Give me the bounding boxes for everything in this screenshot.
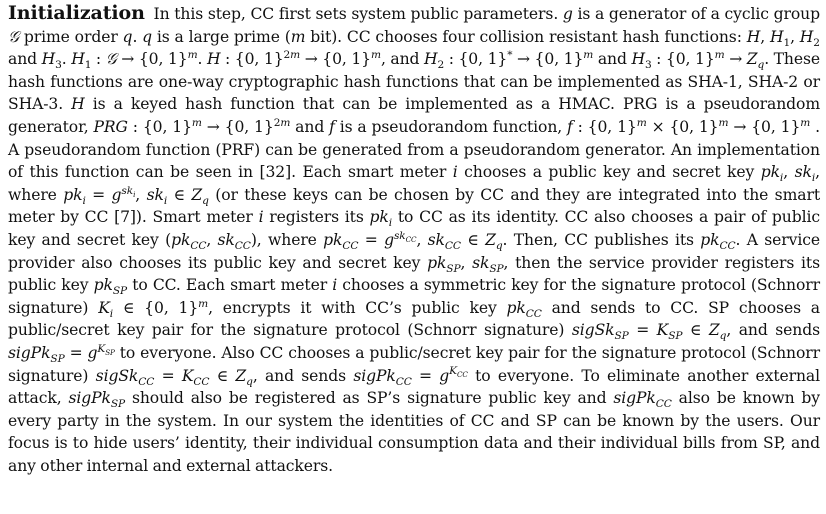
section-heading: Initialization: [8, 2, 145, 24]
initialization-paragraph: [8, 2, 820, 477]
paragraph-body: In this step, CC first sets system public parameters. g is a generator of a cyclic group 𝒢 prime order q. q is a large prime (m bit). CC chooses four collision resistant hash functions: H, $H_1$, $H_2$ and $H_3$. $H_1$ : 𝒢 → {0, 1}$^m$. H : {0, 1}$^{2m}$ → {0, 1}$^m$, and $H_2$ : {0, 1}* → {0, 1}$^m$ and $H_3$ : {0, $1\}^m \to Z_q$. These hash functions are one-way cryptographic hash functions that can be implemented as SHA-1, SHA-2 or SHA-3. H is a keyed hash function that can be implemented as a HMAC. PRG is a pseudorandom generator, PRG : {0, 1}$^m$ → {0, 1}$^{2m}$ and f is a pseudorandom function, f : {0, 1}$^m$ × {0, 1}$^m$ → {0, 1}$^m$ . A pseudorandom function (PRF) can be generated from a pseudorandom generator. An implementation of this function can be seen in [32]. Each smart meter i chooses a public key and secret key $pk_i$, $sk_i$, where $pk_i = g^{sk_i}$, $sk_i$ ∈ $Z_q$ (or these keys can be chosen by CC and they are integrated into the smart meter by CC [7]). Smart meter i registers its $pk_i$ to CC as its identity. CC also chooses a pair of public key and secret key ($pk_{CC}$, $sk_{CC}$), where $pk_{CC} = g^{sk_{CC}}$, $sk_{CC}$ ∈ $Z_q$. Then, CC publishes its $pk_{CC}$. A service provider also chooses its public key and secret key $pk_{SP}$, $sk_{SP}$, then the service provider registers its public key $pk_{SP}$ to CC. Each smart meter i chooses a symmetric key for the signature protocol (Schnorr signature) $K_i$ ∈ {0, 1}$^m$, encrypts it with CC’s public key $pk_{CC}$ and sends to CC. SP chooses a public/secret key pair for the signature protocol (Schnorr signature) sigSk$_{SP}$ = $K_{SP}$ ∈ $Z_q$, and sends sigPk$_{SP}$ = $g^{K_{SP}}$ to everyone. Also CC chooses a public/secret key pair for the signature protocol (Schnorr signature) sigSk$_{CC}$ = $K_{CC}$ ∈ $Z_q$, and sends sigPk$_{CC}$ = $g^{K_{CC}}$ to everyone. To eliminate another external attack, sigPk$_{SP}$ should also be registered as SP’s signature public key and sigPk$_{CC}$ also be known by every party in the system. In our system the identities of CC and SP can be known by the users. Our focus is to hide users’ identity, their individual consumption data and their individual bills from SP, and any other internal and external attackers.: [8, 5, 821, 475]
